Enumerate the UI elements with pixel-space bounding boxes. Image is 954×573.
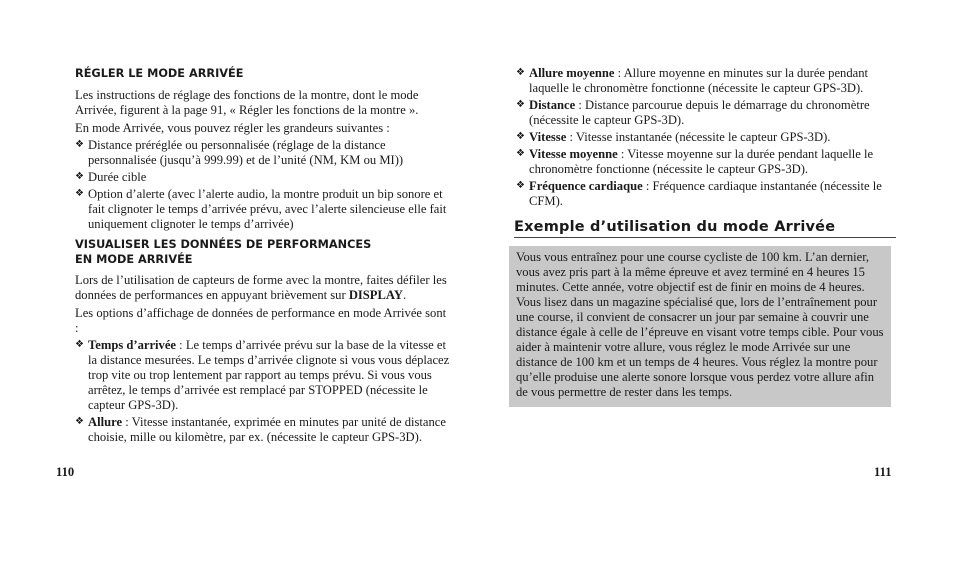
example-heading: Exemple d’utilisation du mode Arrivée bbox=[514, 219, 896, 238]
bullet-icon: ❖ bbox=[75, 188, 84, 199]
bullet-icon: ❖ bbox=[516, 180, 525, 191]
bullet-icon: ❖ bbox=[75, 139, 84, 150]
bullet-icon: ❖ bbox=[516, 148, 525, 159]
page-number-right: 111 bbox=[874, 465, 892, 479]
paragraph-display: Lors de l’utilisation de capteurs de forme avec la montre, faites défiler les données de performances en appuyant brièvement sur DISPLAY. bbox=[75, 273, 447, 302]
section-title-set-mode: RÉGLER LE MODE ARRIVÉE bbox=[75, 67, 244, 80]
performance-list bbox=[75, 338, 450, 445]
list-item: ❖ Allure moyenne : Allure moyenne en minutes sur la durée pendant laquelle le chronomètre fonctionne (nécessite le capteur GPS-3D). bbox=[516, 66, 869, 95]
bullet-icon: ❖ bbox=[516, 99, 525, 110]
list-item: ❖ Distance préréglée ou personnalisée (réglage de la distance personnalisée (jusqu’à 999.99) et de l’unité (NM, KM ou MI)) bbox=[75, 138, 404, 167]
example-box: Vous vous entraînez pour une course cycliste de 100 km. L’an dernier, vous avez pris part à la même épreuve et avez terminé en 4 heures 15 minutes. Cette année, votre objectif est de finir en moins de 4 heures. Vous lisez dans un magazine spécialisé que, lors de l’entraînement pour une course, il convient de consacrer un jour par semaine à couvrir une distance égale à celle de l’épreuve en visant votre temps cible. Pour vous aider à maintenir votre allure, vous réglez le mode Arrivée sur une distance de 100 km et un temps de 4 heures. Vous réglez la montre pour qu’elle produise une alerte sonore lorsque vous perdez votre allure afin de vous permettre de rester dans les temps. bbox=[509, 246, 891, 407]
bullet-icon: ❖ bbox=[75, 339, 84, 350]
bullet-icon: ❖ bbox=[75, 416, 84, 427]
bullet-icon: ❖ bbox=[516, 131, 525, 142]
list-item: ❖ Option d’alerte (avec l’alerte audio, la montre produit un bip sonore et fait clignoter le temps d’arrivée prévu, avec l’alerte silencieuse elle fait uniquement clignoter le temps d’arrivée) bbox=[75, 187, 447, 231]
bullet-icon: ❖ bbox=[516, 67, 525, 78]
list-item: ❖ Vitesse : Vitesse instantanée (nécessite le capteur GPS-3D). bbox=[516, 130, 831, 144]
list-item: ❖ Allure : Vitesse instantanée, exprimée en minutes par unité de distance choisie, mille ou kilomètre, par ex. (nécessite le capteur GPS-3D). bbox=[75, 415, 446, 444]
section-title-view-data: VISUALISER LES DONNÉES DE PERFORMANCES EN MODE ARRIVÉE bbox=[75, 238, 372, 266]
settings-list bbox=[75, 138, 450, 232]
page-number-left: 110 bbox=[56, 465, 75, 479]
list-item: ❖ Vitesse moyenne : Vitesse moyenne sur la durée pendant laquelle le chronomètre fonctionne (nécessite le capteur GPS-3D). bbox=[516, 147, 874, 176]
list-item: ❖ Fréquence cardiaque : Fréquence cardiaque instantanée (nécessite le CFM). bbox=[516, 179, 882, 208]
list-item: ❖ Durée cible bbox=[75, 170, 147, 184]
paragraph-instructions: Les instructions de réglage des fonctions de la montre, dont le mode Arrivée, figurent à la page 91, « Régler les fonctions de la montre ». bbox=[75, 88, 419, 117]
right-page bbox=[516, 66, 896, 407]
bullet-icon: ❖ bbox=[75, 171, 84, 182]
paragraph-settings-intro: En mode Arrivée, vous pouvez régler les grandeurs suivantes : bbox=[75, 121, 390, 135]
list-item: ❖ Distance : Distance parcourue depuis le démarrage du chronomètre (nécessite le capteur GPS-3D). bbox=[516, 98, 870, 127]
left-page bbox=[75, 66, 450, 447]
list-item: ❖ Temps d’arrivée : Le temps d’arrivée prévu sur la base de la vitesse et la distance mesurées. Le temps d’arrivée clignote si vous vous déplacez trop vite ou trop lentement par rapport au temps prévu. Si vous vous arrêtez, le temps d’arrivée est remplacé par STOPPED (nécessite le capteur GPS-3D). bbox=[75, 338, 450, 412]
paragraph-options-intro: Les options d’affichage de données de performance en mode Arrivée sont : bbox=[75, 306, 447, 335]
performance-list-continued bbox=[516, 66, 896, 209]
